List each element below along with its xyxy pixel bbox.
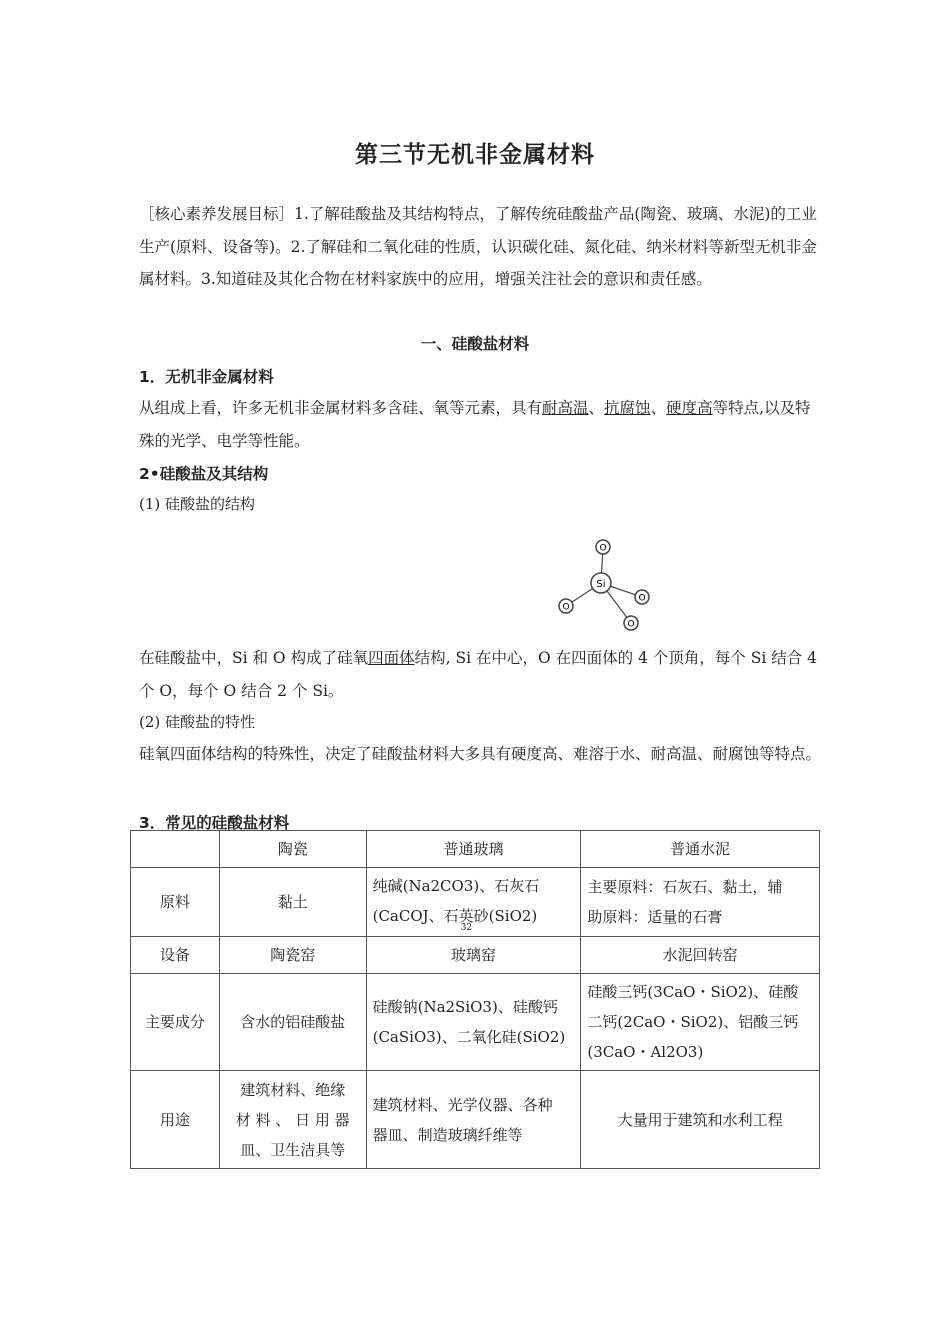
goals-text: 1.了解硅酸盐及其结构特点，了解传统硅酸盐产品(陶瓷、玻璃、水泥)的工业生产(原料、设备等)。2.了解硅和二氧化硅的性质，认识碳化硅、氮化硅、纳米材料等新型无机非金属材料。3.知道硅及其化合物在材料家族中的应用，增强关注社会的意识和责任感。 — [139, 205, 817, 288]
si-label: Si — [596, 579, 606, 590]
o-label-top: O — [599, 543, 607, 554]
heading-inorganic-nonmetal: 1．无机非金属材料 — [139, 368, 274, 386]
table-row-equipment — [131, 937, 820, 974]
table-cell: 建筑材料、光学仪器、各种 器皿、制造玻璃纤维等 — [366, 1071, 581, 1169]
table-cell: 纯碱(Na2CO3)、石灰石 (CaCOJ、石英砂(SiO2) 32 — [366, 868, 581, 937]
row-label: 用途 — [131, 1071, 220, 1169]
row-label: 主要成分 — [131, 974, 220, 1071]
learning-goals — [139, 198, 825, 296]
table-cell: 黏土 — [219, 868, 366, 937]
underline-high-temp: 耐高温 — [542, 399, 589, 417]
table-cell: 陶瓷窑 — [219, 937, 366, 974]
header-cell: 陶瓷 — [219, 831, 366, 868]
o-label-bottom: O — [627, 619, 635, 630]
table-row-components — [131, 974, 820, 1071]
subheading-properties: (2) 硅酸盐的特性 — [139, 713, 256, 731]
table-cell: 主要原料：石灰石、黏土，辅 助原料：适量的石膏 — [581, 868, 820, 937]
table-cell: 大量用于建筑和水利工程 — [581, 1071, 820, 1169]
table-cell: 玻璃窑 — [366, 937, 581, 974]
underline-hardness: 硬度高 — [666, 399, 713, 417]
row-label: 原料 — [131, 868, 220, 937]
silicon-oxygen-tetrahedron-diagram — [550, 533, 660, 638]
footnote-mark: 32 — [460, 923, 473, 933]
silicate-materials-table — [130, 830, 820, 1169]
goals-label: ［核心素养发展目标］ — [139, 205, 295, 223]
section-heading-silicate-materials: 一、硅酸盐材料 — [420, 335, 530, 353]
header-cell: 普通玻璃 — [366, 831, 581, 868]
table-cell: 硅酸钠(Na2SiO3)、硅酸钙 (CaSiO3)、二氧化硅(SiO2) — [366, 974, 581, 1071]
subheading-structure: (1) 硅酸盐的结构 — [139, 495, 256, 513]
paragraph-structure: 在硅酸盐中，Si 和 O 构成了硅氧四面体结构, Si 在中心，O 在四面体的 4 个顶角，每个 Si 结合 4 个 O，每个 O 结合 2 个 Si。 — [139, 649, 818, 700]
table-cell: 建筑材料、绝缘 材 料 、 日 用 器 皿、卫生洁具等 — [219, 1071, 366, 1169]
heading-common-silicates: 3．常见的硅酸盐材料 — [139, 814, 290, 832]
page-title: 第三节无机非金属材料 — [355, 142, 595, 168]
header-cell: 普通水泥 — [581, 831, 820, 868]
table-row-uses — [131, 1071, 820, 1169]
underline-corrosion: 抗腐蚀 — [604, 399, 651, 417]
paragraph-composition: 从组成上看，许多无机非金属材料多含硅、氧等元素，具有耐高温、抗腐蚀、硬度高等特点,以及特殊的光学、电学等性能。 — [139, 399, 811, 450]
paragraph-properties: 硅氧四面体结构的特殊性，决定了硅酸盐材料大多具有硬度高、难溶于水、耐高温、耐腐蚀等特点。 — [139, 745, 822, 763]
table-cell: 含水的铝硅酸盐 — [219, 974, 366, 1071]
header-cell — [131, 831, 220, 868]
row-label: 设备 — [131, 937, 220, 974]
underline-tetrahedron: 四面体 — [368, 649, 415, 667]
o-label-left: O — [562, 602, 570, 613]
table-cell: 硅酸三钙(3CaO・SiO2)、硅酸 二钙(2CaO・SiO2)、铝酸三钙 (3CaO・Al2O3) — [581, 974, 820, 1071]
o-label-right: O — [638, 593, 646, 604]
table-cell: 水泥回转窑 — [581, 937, 820, 974]
table-header-row — [131, 831, 820, 868]
table-row-raw-materials — [131, 868, 820, 937]
heading-silicate-structure: 2•硅酸盐及其结构 — [139, 465, 269, 483]
